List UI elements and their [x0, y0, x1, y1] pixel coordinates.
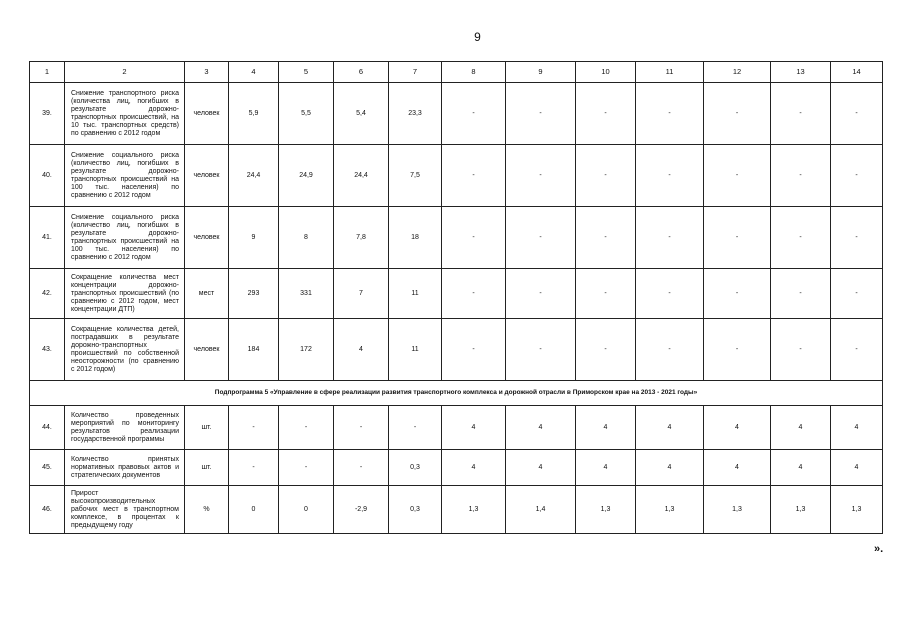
subprogram-title: Подпрограмма 5 «Управление в сфере реализации развития транспортного комплекса и дорожной отрасли в Приморском крае на 2013 - 2021 годы» [30, 381, 883, 406]
value-cell: - [771, 319, 831, 381]
value-cell: - [442, 207, 506, 269]
value-cell: - [831, 207, 883, 269]
value-cell: 1,3 [576, 486, 636, 534]
value-cell: 0,3 [389, 486, 442, 534]
value-cell: 4 [576, 406, 636, 450]
value-cell: 4 [576, 450, 636, 486]
value-cell: 9 [229, 207, 279, 269]
value-cell: 0 [229, 486, 279, 534]
unit-cell: % [185, 486, 229, 534]
value-cell: -2,9 [334, 486, 389, 534]
value-cell: 0 [279, 486, 334, 534]
header-cell: 12 [704, 62, 771, 83]
header-cell: 8 [442, 62, 506, 83]
value-cell: - [704, 83, 771, 145]
value-cell: 4 [704, 450, 771, 486]
value-cell: - [704, 319, 771, 381]
value-cell: 7 [334, 269, 389, 319]
value-cell: 23,3 [389, 83, 442, 145]
header-cell: 1 [30, 62, 65, 83]
row-number: 44. [30, 406, 65, 450]
value-cell: 293 [229, 269, 279, 319]
value-cell: 24,9 [279, 145, 334, 207]
value-cell: - [636, 207, 704, 269]
header-cell: 3 [185, 62, 229, 83]
unit-cell: человек [185, 145, 229, 207]
value-cell: 1,3 [831, 486, 883, 534]
value-cell: - [506, 269, 576, 319]
row-number: 42. [30, 269, 65, 319]
value-cell: - [279, 406, 334, 450]
value-cell: - [636, 83, 704, 145]
row-number: 46. [30, 486, 65, 534]
value-cell: - [229, 406, 279, 450]
value-cell: 4 [831, 450, 883, 486]
value-cell: 7,8 [334, 207, 389, 269]
value-cell: - [442, 83, 506, 145]
header-cell: 2 [65, 62, 185, 83]
value-cell: - [704, 145, 771, 207]
value-cell: 1,3 [771, 486, 831, 534]
unit-cell: мест [185, 269, 229, 319]
value-cell: 4 [636, 406, 704, 450]
value-cell: 4 [771, 450, 831, 486]
value-cell: - [831, 269, 883, 319]
value-cell: 8 [279, 207, 334, 269]
header-cell: 14 [831, 62, 883, 83]
indicator-description: Количество проведенных мероприятий по мониторингу результатов реализации государственной программы [65, 406, 185, 450]
table-row [30, 486, 883, 534]
indicator-description: Снижение социального риска (количество лиц, погибших в результате дорожно-транспортных происшествий на 100 тыс. населения) по сравнению с 2012 годом [65, 145, 185, 207]
value-cell: 5,5 [279, 83, 334, 145]
table-row [30, 83, 883, 145]
value-cell: 7,5 [389, 145, 442, 207]
value-cell: - [506, 83, 576, 145]
row-number: 40. [30, 145, 65, 207]
page-number: 9 [474, 30, 481, 44]
value-cell: - [576, 269, 636, 319]
value-cell: 11 [389, 269, 442, 319]
value-cell: - [636, 269, 704, 319]
table-row [30, 406, 883, 450]
value-cell: - [506, 319, 576, 381]
value-cell: - [506, 207, 576, 269]
header-cell: 11 [636, 62, 704, 83]
header-cell: 9 [506, 62, 576, 83]
value-cell: 4 [831, 406, 883, 450]
unit-cell: человек [185, 319, 229, 381]
header-row [30, 62, 883, 83]
unit-cell: шт. [185, 450, 229, 486]
value-cell: 0,3 [389, 450, 442, 486]
value-cell: - [771, 207, 831, 269]
row-number: 45. [30, 450, 65, 486]
indicator-table [29, 61, 883, 534]
table-row [30, 450, 883, 486]
value-cell: 1,3 [636, 486, 704, 534]
value-cell: - [576, 319, 636, 381]
value-cell: 4 [636, 450, 704, 486]
table-row [30, 269, 883, 319]
value-cell: 11 [389, 319, 442, 381]
table-row [30, 207, 883, 269]
indicator-description: Прирост высокопроизводительных рабочих мест в транспортном комплексе, в процентах к предыдущему году [65, 486, 185, 534]
value-cell: - [576, 83, 636, 145]
indicator-description: Сокращение количества мест концентрации дорожно-транспортных происшествий (по сравнению с 2012 годом, мест концентрации ДТП) [65, 269, 185, 319]
value-cell: - [442, 269, 506, 319]
indicator-description: Количество принятых нормативных правовых актов и стратегических документов [65, 450, 185, 486]
table-row [30, 319, 883, 381]
value-cell: - [831, 83, 883, 145]
value-cell: 4 [442, 406, 506, 450]
value-cell: - [334, 406, 389, 450]
value-cell: - [831, 145, 883, 207]
value-cell: - [771, 145, 831, 207]
value-cell: 172 [279, 319, 334, 381]
table-row [30, 145, 883, 207]
value-cell: 4 [506, 406, 576, 450]
header-cell: 7 [389, 62, 442, 83]
value-cell: 4 [771, 406, 831, 450]
indicator-description: Сокращение количества детей, пострадавших в результате дорожно-транспортных происшествий по собственной неосторожности (по сравнению с 2012 годом) [65, 319, 185, 381]
value-cell: 184 [229, 319, 279, 381]
value-cell: 5,4 [334, 83, 389, 145]
subprogram-row [30, 381, 883, 406]
value-cell: 331 [279, 269, 334, 319]
value-cell: - [229, 450, 279, 486]
value-cell: 4 [334, 319, 389, 381]
unit-cell: шт. [185, 406, 229, 450]
indicator-description: Снижение транспортного риска (количества лиц, погибших в результате дорожно-транспортных происшествий, на 10 тыс. транспортных средств) по сравнению с 2012 годом [65, 83, 185, 145]
value-cell: 4 [442, 450, 506, 486]
header-cell: 5 [279, 62, 334, 83]
value-cell: - [771, 269, 831, 319]
value-cell: 1,3 [442, 486, 506, 534]
value-cell: - [636, 145, 704, 207]
value-cell: 24,4 [334, 145, 389, 207]
value-cell: - [506, 145, 576, 207]
value-cell: - [636, 319, 704, 381]
value-cell: - [576, 145, 636, 207]
row-number: 41. [30, 207, 65, 269]
value-cell: - [704, 207, 771, 269]
unit-cell: человек [185, 207, 229, 269]
value-cell: 4 [506, 450, 576, 486]
value-cell: - [576, 207, 636, 269]
value-cell: 18 [389, 207, 442, 269]
header-cell: 6 [334, 62, 389, 83]
row-number: 39. [30, 83, 65, 145]
value-cell: - [442, 145, 506, 207]
indicator-description: Снижение социального риска (количество лиц, погибших в результате дорожно-транспортных происшествий на 100 тыс. населения) по сравнению с 2012 годом [65, 207, 185, 269]
value-cell: 1,4 [506, 486, 576, 534]
header-cell: 13 [771, 62, 831, 83]
value-cell: 24,4 [229, 145, 279, 207]
header-cell: 4 [229, 62, 279, 83]
value-cell: - [831, 319, 883, 381]
row-number: 43. [30, 319, 65, 381]
value-cell: - [771, 83, 831, 145]
value-cell: 5,9 [229, 83, 279, 145]
value-cell: 4 [704, 406, 771, 450]
value-cell: - [279, 450, 334, 486]
value-cell: - [389, 406, 442, 450]
value-cell: - [334, 450, 389, 486]
header-cell: 10 [576, 62, 636, 83]
value-cell: 1,3 [704, 486, 771, 534]
closing-quote-mark: ». [874, 543, 884, 555]
value-cell: - [704, 269, 771, 319]
value-cell: - [442, 319, 506, 381]
unit-cell: человек [185, 83, 229, 145]
